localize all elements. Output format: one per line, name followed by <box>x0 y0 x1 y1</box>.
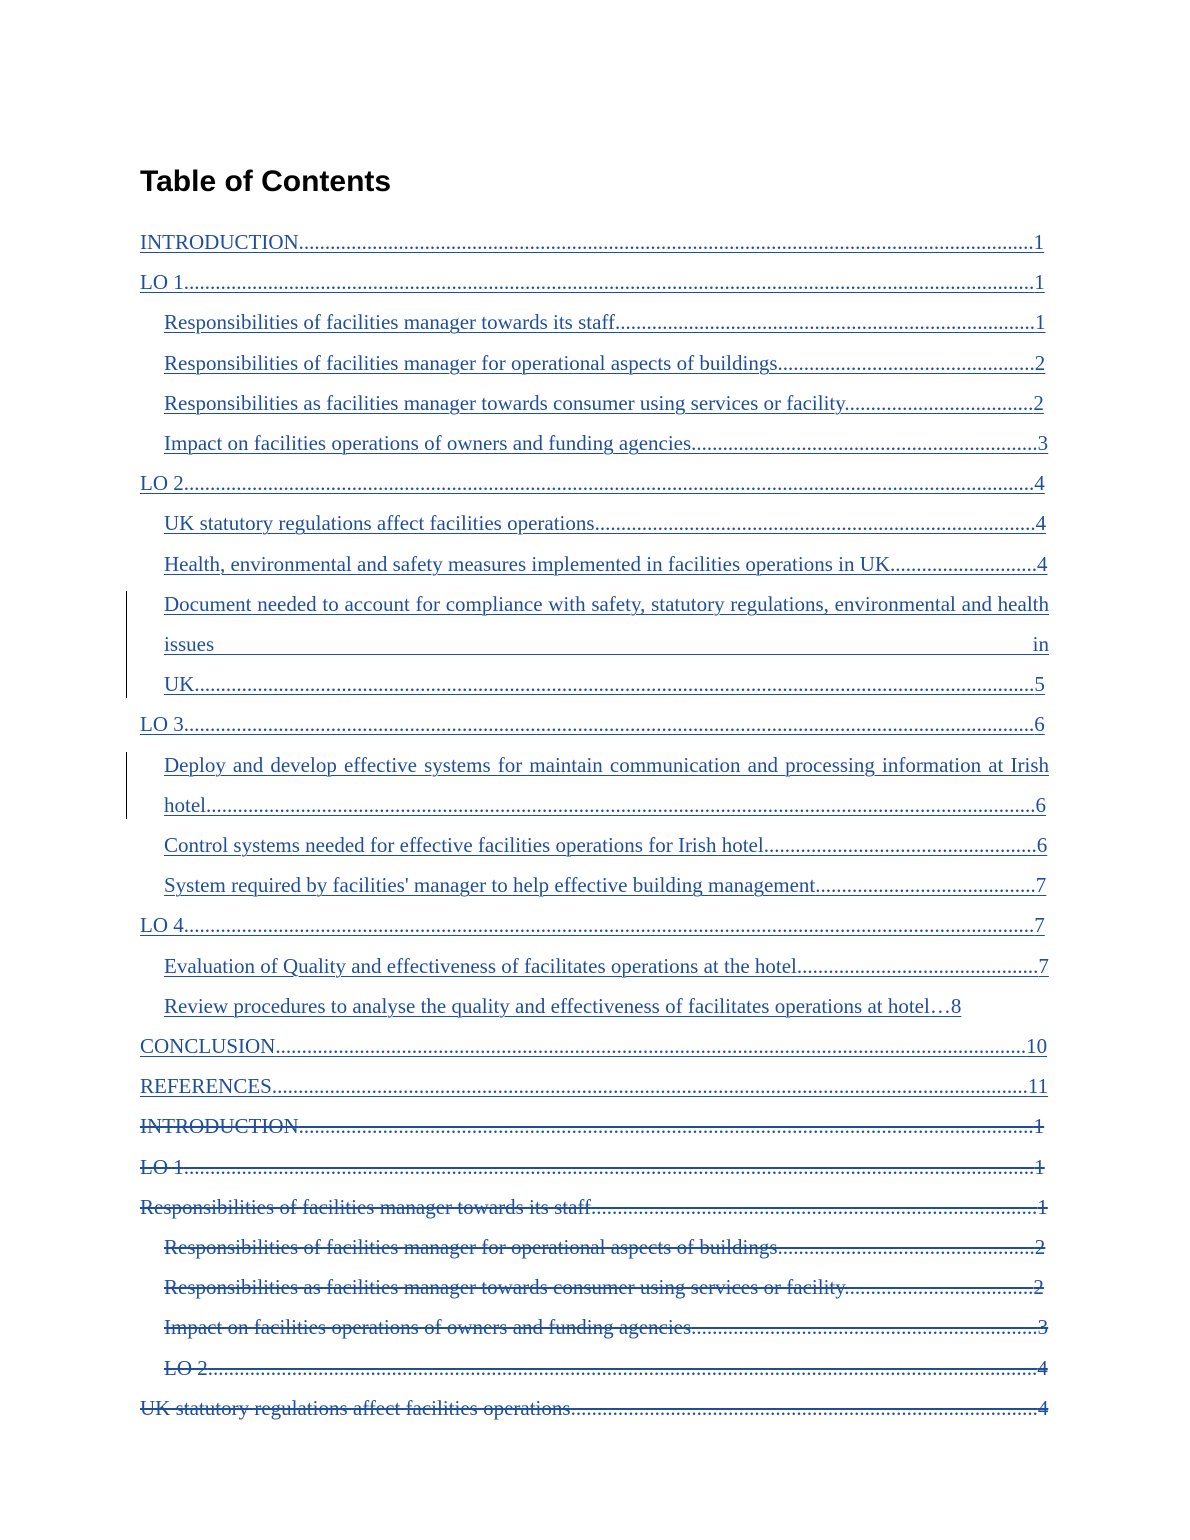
toc-entry-text: Control systems needed for effective facilities operations for Irish hotel <box>164 833 764 858</box>
toc-entry-text: Impact on facilities operations of owners and funding agencies <box>164 1315 692 1340</box>
toc-leader: … <box>929 993 951 1018</box>
toc-entry[interactable] <box>164 423 1049 463</box>
toc-entry[interactable] <box>164 825 1049 865</box>
toc-page-number: 7 <box>1035 873 1047 898</box>
toc-entry-text: Responsibilities of facilities manager towards its staff <box>164 310 616 335</box>
toc-page-number: 3 <box>1037 431 1049 456</box>
toc-page-number: 4 <box>1035 511 1047 536</box>
toc-entry-text: Responsibilities of facilities manager for operational aspects of buildings <box>164 350 778 375</box>
toc-page-number: 6 <box>1034 712 1045 737</box>
toc-page-number: 7 <box>1038 953 1049 978</box>
toc-entry-text: Evaluation of Quality and effectiveness of facilitates operations at the hotel <box>164 953 797 978</box>
toc-page-number: 2 <box>1034 1235 1046 1260</box>
toc-entry-deleted[interactable] <box>164 1267 1049 1307</box>
toc-entry-text: CONCLUSION <box>140 1034 276 1059</box>
toc-entry-text: System required by facilities' manager to help effective building management <box>164 873 816 898</box>
toc-entry-text: INTRODUCTION <box>140 230 299 254</box>
toc-entry-text: Responsibilities of facilities manager towards its staff <box>140 1194 592 1219</box>
toc-entry[interactable] <box>140 905 1049 945</box>
toc-entry[interactable] <box>140 262 1049 302</box>
toc-page-number: 2 <box>1033 390 1044 415</box>
toc-entry-deleted[interactable] <box>164 1227 1049 1267</box>
toc-leader-dots: ............................ <box>890 551 1038 576</box>
toc-entry-deleted[interactable] <box>140 1187 1049 1227</box>
toc-entry-text: LO 4 <box>140 913 184 938</box>
toc-entry-text: Responsibilities as facilities manager towards consumer using services or facility <box>164 1275 845 1300</box>
toc-page-number: 4 <box>1037 1395 1049 1420</box>
toc-page-number: 4 <box>1037 1355 1048 1380</box>
toc-entry-text: LO 1 <box>140 1154 184 1179</box>
toc-entry-text: LO 3 <box>140 712 184 737</box>
toc-entry-text: LO 2 <box>140 471 184 496</box>
toc-page-number: 1 <box>1033 1114 1045 1139</box>
toc-leader-dots: ................................................................................ <box>615 310 1036 335</box>
toc-entry-deleted[interactable] <box>164 1348 1049 1388</box>
toc-page-number: 6 <box>1035 792 1046 817</box>
toc-entry-text: Deploy and develop effective systems for maintain communication and processing information at Irish hotel <box>164 752 1049 817</box>
toc-entry-deleted[interactable] <box>164 1307 1049 1347</box>
toc-leader-dots: .................................................................................................................................................................. <box>183 270 1035 295</box>
toc-leader-dots: .............................................................................................................................................................. <box>206 792 1036 817</box>
toc-page-number: 1 <box>1033 230 1045 254</box>
toc-entry[interactable] <box>164 302 1049 342</box>
toc-entry[interactable] <box>164 383 1049 423</box>
change-bar <box>126 752 127 819</box>
toc-leader-dots: ................................................................................................................................................ <box>271 1074 1028 1099</box>
toc-page-number: 2 <box>1034 350 1046 375</box>
toc-page-number: 2 <box>1033 1275 1044 1300</box>
toc-entry-text: Health, environmental and safety measures implemented in facilities operations in UK <box>164 551 891 576</box>
toc-entry[interactable] <box>164 343 1049 383</box>
toc-entry-text: Responsibilities of facilities manager for operational aspects of buildings <box>164 1235 778 1260</box>
toc-page-number: 8 <box>950 993 962 1018</box>
toc-leader-dots: .................................................................................................................................................................. <box>183 471 1035 496</box>
toc-page-number: 1 <box>1034 1154 1045 1179</box>
toc-entry[interactable] <box>140 222 1049 262</box>
toc-page-number: 1 <box>1037 1194 1048 1219</box>
toc-leader-dots: ............................................................................................................................................ <box>298 230 1034 254</box>
toc-leader-dots: .................................................................................... <box>594 511 1036 536</box>
toc-leader-dots: ......................................................................................... <box>570 1395 1038 1420</box>
toc-page-number: 5 <box>1034 672 1045 697</box>
toc-entry-deleted[interactable] <box>140 1388 1049 1428</box>
toc-leader-dots: .............................................. <box>796 953 1039 978</box>
toc-entry-text: LO 1 <box>140 270 184 295</box>
toc-leader-dots: .................................................................................................................................................................. <box>183 712 1035 737</box>
toc-entry[interactable] <box>164 946 1049 986</box>
toc-title: Table of Contents <box>140 165 392 198</box>
toc-leader-dots: ............................................................................................................................................... <box>275 1034 1027 1059</box>
toc-entry-deleted[interactable] <box>140 1106 1049 1146</box>
toc-leader-dots: .................................................................. <box>691 1315 1038 1340</box>
toc-leader-dots: .................................................................................................................................................................. <box>183 1154 1035 1179</box>
toc-leader-dots: ................................................. <box>777 1235 1035 1260</box>
toc-leader-dots: .................................................................................................................................................................. <box>183 913 1035 938</box>
toc-list <box>0 222 1190 1428</box>
toc-entry[interactable] <box>164 986 1049 1026</box>
toc-leader-dots: ............................................................................................................................................ <box>298 1114 1034 1139</box>
toc-page-number: 10 <box>1026 1034 1048 1059</box>
toc-leader-dots: .............................................................................................................................................................. <box>207 1355 1038 1380</box>
toc-leader-dots: .................................................................. <box>691 431 1038 456</box>
toc-entry[interactable] <box>140 1026 1049 1066</box>
change-bar <box>126 591 127 699</box>
toc-page-number: 7 <box>1034 913 1045 938</box>
toc-entry[interactable] <box>164 584 1049 705</box>
toc-leader-dots: ................................................. <box>777 350 1035 375</box>
toc-leader-dots: ................................................................................................................................................................ <box>194 672 1035 697</box>
toc-entry[interactable] <box>140 463 1049 503</box>
toc-page-number: 11 <box>1027 1074 1049 1099</box>
toc-page-number: 1 <box>1034 270 1045 295</box>
toc-entry-text: Review procedures to analyse the quality and effectiveness of facilitates operations at hotel <box>164 993 930 1018</box>
toc-page-number: 4 <box>1037 551 1048 576</box>
toc-entry-text: Impact on facilities operations of owners and funding agencies <box>164 431 692 456</box>
toc-entry[interactable] <box>164 503 1049 543</box>
toc-page-number: 6 <box>1036 833 1048 858</box>
toc-page-number: 3 <box>1037 1315 1049 1340</box>
toc-entry[interactable] <box>164 544 1049 584</box>
toc-leader-dots: ..................................................................................... <box>591 1194 1038 1219</box>
toc-entry-deleted[interactable] <box>140 1147 1049 1187</box>
toc-entry-text: INTRODUCTION <box>140 1114 299 1139</box>
toc-leader-dots: .................................... <box>844 390 1034 415</box>
toc-entry-text: REFERENCES <box>140 1074 272 1099</box>
toc-entry-text: LO 2 <box>164 1355 208 1380</box>
toc-page-number: 1 <box>1035 310 1046 335</box>
toc-entry-text: Responsibilities as facilities manager towards consumer using services or facility <box>164 390 845 415</box>
toc-entry[interactable] <box>164 865 1049 905</box>
toc-entry-text: Document needed to account for compliance with safety, statutory regulations, environmental and health issues in UK <box>164 591 1049 697</box>
toc-entry[interactable] <box>140 1066 1049 1106</box>
toc-entry[interactable] <box>140 704 1049 744</box>
toc-page-number: 4 <box>1034 471 1045 496</box>
toc-leader-dots: .......................................... <box>815 873 1036 898</box>
toc-leader-dots: .................................................... <box>763 833 1037 858</box>
toc-entry[interactable] <box>164 745 1049 825</box>
toc-entry-text: UK statutory regulations affect facilities operations <box>140 1395 571 1420</box>
toc-entry-text: UK statutory regulations affect facilities operations <box>164 511 595 536</box>
toc-leader-dots: .................................... <box>844 1275 1034 1300</box>
